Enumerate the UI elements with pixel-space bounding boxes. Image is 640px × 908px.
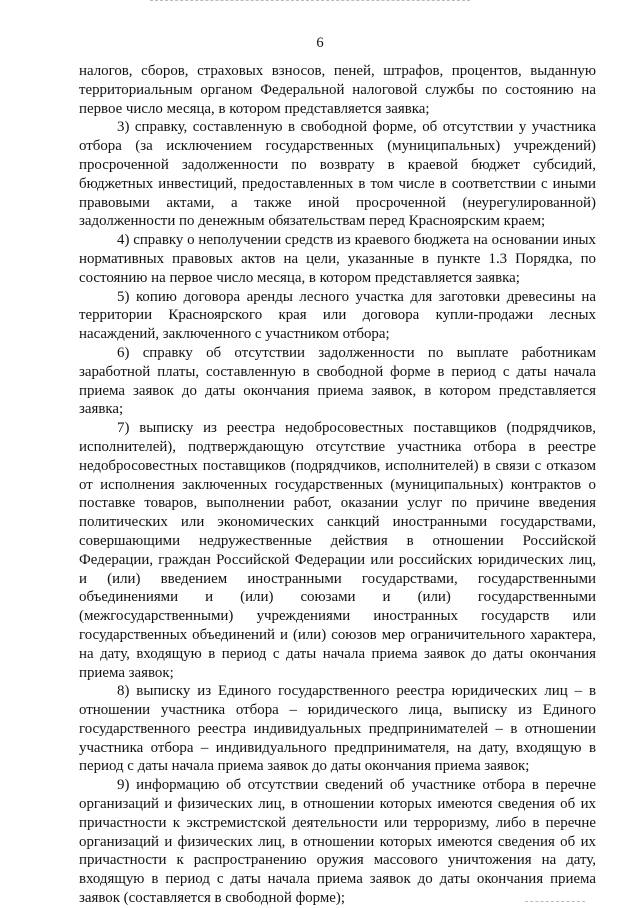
paragraph-continuation: налогов, сборов, страховых взносов, пеней, штрафов, процентов, выданную территориальным органом Федеральной налоговой службы по состоянию на первое число месяца, в котором представляется заявка; — [79, 63, 596, 117]
paragraph-item-3: 3) справку, составленную в свободной форме, об отсутствии у участника отбора (за исключением государственных (муниципальных) учреждений) просроченной задолженности по возврату в краевой бюджет субсидий, бюджетных инвестиций, предоставленных в том числе в соответствии с иными правовыми актами, а также иной просроченной (неурегулированной) задолженности по денежным обязательствам перед Красноярским краем; — [79, 119, 596, 230]
paragraph-item-6: 6) справку об отсутствии задолженности по выплате работникам заработной платы, составленную в свободной форме в период с даты начала приема заявок до даты окончания приема заявок, в котором представляется заявка; — [79, 344, 596, 418]
paragraph-item-9: 9) информацию об отсутствии сведений об участнике отбора в перечне организаций и физических лиц, в отношении которых имеются сведения об их причастности к экстремистской деятельности или терроризму, либо в перечне организаций и физических лиц, в отношении которых имеются сведения об их причастности к распространению оружия массового уничтожения на дату, входящую в период с даты начала приема заявок до даты окончания приема заявок (составляется в свободной форме); — [79, 777, 596, 907]
document-body — [79, 62, 596, 908]
page-number: 6 — [316, 35, 324, 51]
paragraph-item-5: 5) копию договора аренды лесного участка для заготовки древесины на территории Красноярского края или договора купли-продажи лесных насаждений, заключенного с участником отбора; — [79, 288, 596, 343]
paragraph-item-7: 7) выписку из реестра недобросовестных поставщиков (подрядчиков, исполнителей), подтверждающую отсутствие участника отбора в реестре недобросовестных поставщиков (подрядчиков, исполнителей) в связи с отказом от исполнения заключенных государственных (муниципальных) контрактов о поставке товаров, выполнении работ, оказании услуг по причине введения политических или экономических санкций иностранными государствами, совершающими недружественные действия в отношении Российской Федерации, граждан Российской Федерации или российских юридических лиц, и (или) введением иностранными государствами, государственными объединениями и (или) союзами и (или) государственными (межгосударственными) учреждениями иностранных государств или государственных объединений и (или) союзов мер ограничительного характера, на дату, входящую в период с даты начала приема заявок до даты окончания приема заявок; — [79, 420, 596, 681]
scan-edge-mark-bottom — [525, 901, 585, 903]
paragraph-item-8: 8) выписку из Единого государственного реестра юридических лиц – в отношении участника отбора – юридического лица, выписку из Единого государственного реестра индивидуальных предпринимателей – в отношении участника отбора – индивидуального предпринимателя, на дату, входящую в период с даты начала приема заявок до даты окончания приема заявок; — [79, 683, 596, 775]
paragraph-item-4: 4) справку о неполучении средств из краевого бюджета на основании иных нормативных правовых актов на цели, указанные в пункте 1.3 Порядка, по состоянию на первое число месяца, в котором представляется заявка; — [79, 232, 596, 286]
scan-edge-mark-top — [150, 0, 470, 2]
